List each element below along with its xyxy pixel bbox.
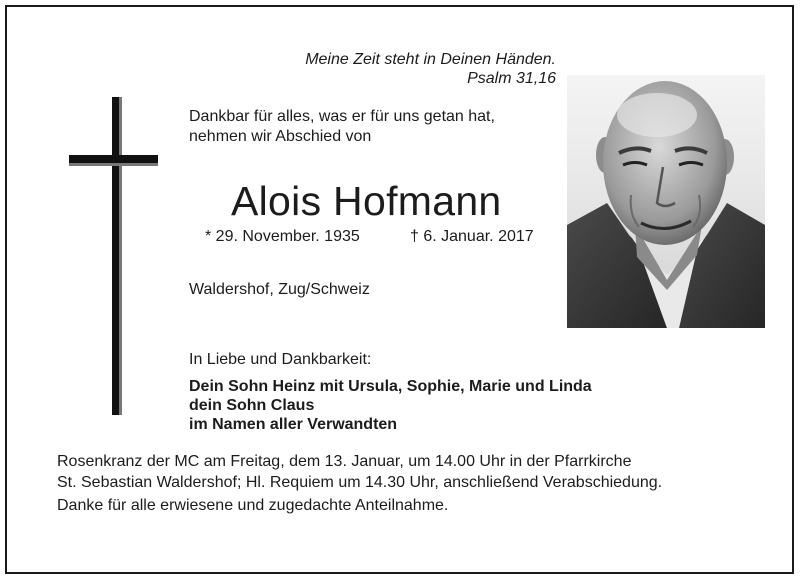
intro-text [189,107,495,147]
cross-icon [112,97,119,415]
mourner-line: im Namen aller Verwandten [189,416,398,433]
cross-beam [69,155,158,163]
service-line: Rosenkranz der MC am Freitag, dem 13. Januar, um 14.00 Uhr in der Pfarrkirche [57,453,632,470]
service-line: Danke für alle erwiesene und zugedachte Anteilnahme. [57,497,449,514]
motto-source: Psalm 31,16 [467,70,556,87]
death-date: † 6. Januar. 2017 [410,228,534,245]
motto [305,50,556,88]
service-details [57,452,662,517]
mourner-line: dein Sohn Claus [189,397,315,414]
mourner-line: Dein Sohn Heinz mit Ursula, Sophie, Marie und Linda [189,378,592,395]
service-line: St. Sebastian Waldershof; Hl. Requiem um 14.30 Uhr, anschließend Verabschiedung. [57,473,663,491]
intro-line-1: Dankbar für alles, was er für uns getan hat, [189,108,495,125]
portrait-photo [567,75,765,328]
deceased-name: Alois Hofmann [231,178,502,224]
intro-line-2: nehmen wir Abschied von [189,128,372,145]
motto-quote: Meine Zeit steht in Deinen Händen. [305,51,556,68]
mourners-list [189,377,592,434]
hometown: Waldershof, Zug/Schweiz [189,281,370,298]
mourners-heading: In Liebe und Dankbarkeit: [189,351,372,368]
birth-date: * 29. November. 1935 [205,228,360,245]
